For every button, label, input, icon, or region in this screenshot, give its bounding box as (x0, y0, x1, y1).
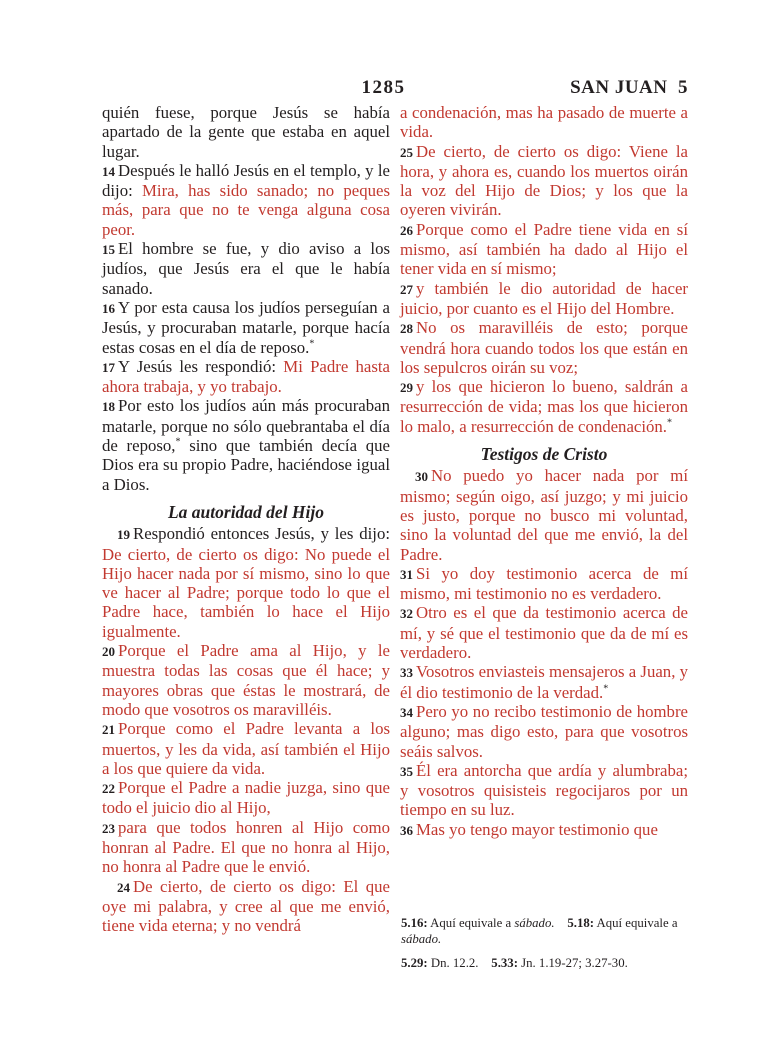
text-segment: sino que también decía que Dios era su propio Padre, haciéndose igual a Dios. (102, 436, 390, 494)
text-segment: Y Jesús les respondió: (118, 356, 284, 376)
text-segment: quién fuese, porque Jesús se había apartado de la gente que estaba en aquel lugar. (102, 103, 390, 161)
verse-number: 19 (117, 527, 130, 543)
verse-number: 18 (102, 399, 115, 415)
verse-paragraph (102, 641, 390, 719)
text-segment: No puedo yo hacer nada por mí mismo; según oigo, así juzgo; y mi juicio es justo, porque no busco mi voluntad, sino la voluntad del que me envió, la del Padre. (400, 466, 688, 564)
footnote-segment: 5.16: (401, 916, 428, 930)
continuation-paragraph (400, 103, 688, 142)
text-segment: Porque como el Padre tiene vida en sí mismo, así también ha dado al Hijo el tener vida en sí mismo; (400, 219, 688, 279)
text-segment: El hombre se fue, y dio aviso a los judíos, que Jesús era el que le había sanado. (102, 239, 390, 298)
verse-number: 32 (400, 606, 413, 622)
verse-paragraph (400, 820, 688, 840)
text-segment: Respondió entonces Jesús, y les dijo: (133, 524, 390, 544)
text-segment: para que todos honren al Hijo como honran al Padre. El que no honra al Hijo, no honra al Padre que le envió. (102, 817, 390, 877)
verse-number: 21 (102, 722, 115, 738)
verse-number: 26 (400, 222, 413, 238)
footnote-segment: Dn. 12.2. (427, 956, 479, 970)
right-column (400, 103, 688, 935)
verse-paragraph (102, 298, 390, 357)
verse-number: 22 (102, 781, 115, 797)
text-segment: Él era antorcha que ardía y alumbraba; y vosotros quisisteis regocijaros por un tiempo en su luz. (400, 760, 688, 820)
verse-number: 35 (400, 763, 413, 779)
footnote-segment: 5.29: (401, 956, 428, 970)
text-segment: Después le halló Jesús en el templo, y le dijo: (102, 160, 390, 201)
text-segment: Por esto los judíos aún más procuraban matarle, porque no sólo quebrantaba el día de reposo, (102, 396, 390, 456)
verse-paragraph (102, 357, 390, 397)
running-head: SAN JUAN 5 (570, 77, 688, 98)
text-segment: Porque como el Padre levanta a los muertos, y les da vida, así también el Hijo a los que quiere da vida. (102, 719, 390, 778)
verse-number: 30 (415, 469, 428, 485)
footnote-marker-asterisk: * (603, 683, 609, 695)
text-segment: De cierto, de cierto os digo: Viene la hora, y ahora es, cuando los muertos oirán la voz del Hijo de Dios; y los que la oyeren vivirán. (400, 141, 688, 220)
verse-number: 27 (400, 281, 413, 297)
text-columns (102, 103, 688, 935)
text-segment: y los que hicieron lo bueno, saldrán a resurrección de vida; mas los que hicieron lo malo, a resurrección de condenación. (400, 377, 688, 436)
text-segment: Pero yo no recibo testimonio de hombre alguno; mas digo esto, para que vosotros seáis salvos. (400, 701, 688, 761)
footnote-segment: 5.18: (567, 916, 594, 930)
verse-paragraph (400, 220, 688, 279)
verse-paragraph (400, 761, 688, 820)
verse-number: 33 (400, 665, 413, 681)
footnote-segment (479, 956, 492, 970)
verse-number: 36 (400, 822, 413, 838)
verse-paragraph (400, 662, 688, 702)
section-heading: Testigos de Cristo (480, 444, 608, 465)
footnote-segment: 5.33: (491, 956, 518, 970)
verse-number: 16 (102, 300, 115, 316)
verse-number: 29 (400, 380, 413, 396)
footnote-segment: Jn. 1.19-27; 3.27-30. (517, 956, 628, 970)
footnote-marker-asterisk: * (666, 417, 672, 429)
footnotes (401, 916, 689, 981)
verse-number: 34 (400, 704, 413, 720)
text-segment: Mi Padre hasta ahora trabaja, y yo trabajo. (102, 356, 390, 397)
section-heading: La autoridad del Hijo (167, 501, 325, 522)
text-segment: Vosotros enviasteis mensajeros a Juan, y él dio testimonio de la verdad. (400, 662, 688, 702)
verse-paragraph (400, 564, 688, 604)
verse-number: 20 (102, 644, 115, 660)
footnote-segment: Aquí equivale a (594, 916, 678, 930)
footnote-marker-asterisk: * (309, 337, 315, 349)
verse-paragraph (102, 778, 390, 818)
footnote-segment: sábado. (514, 916, 555, 930)
text-segment: De cierto, de cierto os digo: No puede el Hijo hacer nada por sí mismo, sino lo que ve hacer al Padre; porque todo lo que el Padre hace, también lo hace el Hijo igualmente. (102, 544, 390, 641)
verse-number: 23 (102, 820, 115, 836)
verse-number: 25 (400, 144, 413, 160)
footnote-segment: sábado. (401, 931, 442, 946)
verse-paragraph (102, 239, 390, 298)
footnote-line (401, 956, 689, 972)
verse-paragraph (400, 702, 688, 761)
verse-paragraph (400, 603, 688, 662)
verse-number: 17 (102, 359, 115, 375)
verse-paragraph (400, 318, 688, 377)
text-segment: De cierto, de cierto os digo: El que oye mi palabra, y cree al que me envió, tiene vida eterna; y no vendrá (102, 876, 390, 936)
text-segment: No os maravilléis de esto; porque vendrá hora cuando todos los que están en los sepulcros oirán su voz; (400, 318, 688, 377)
continuation-paragraph (102, 103, 390, 161)
text-segment: Otro es el que da testimonio acerca de mí, y sé que el testimonio que da de mí es verdadero. (400, 603, 688, 663)
verse-number: 31 (400, 566, 413, 582)
verse-paragraph (102, 719, 390, 778)
verse-paragraph (400, 279, 688, 319)
page-number: 1285 (361, 77, 406, 98)
text-segment: Mira, has sido sanado; no peques más, para que no te venga alguna cosa peor. (102, 181, 391, 239)
verse-paragraph (102, 396, 390, 493)
footnote-segment: Aquí equivale a (427, 916, 515, 930)
footnote-line (401, 916, 689, 947)
verse-paragraph (400, 377, 688, 436)
verse-number: 15 (102, 242, 115, 258)
verse-paragraph (400, 466, 688, 563)
text-segment: Porque el Padre ama al Hijo, y le muestra todas las cosas que él hace; y mayores obras que éstas le mostrará, de modo que vosotros os maravilléis. (102, 641, 390, 719)
footnote-segment (555, 916, 568, 930)
verse-paragraph (102, 524, 390, 641)
verse-paragraph (102, 877, 390, 936)
text-segment: a condenación, mas ha pasado de muerte a vida. (400, 103, 688, 142)
verse-paragraph (102, 818, 390, 877)
text-segment: Mas yo tengo mayor testimonio que (416, 819, 658, 839)
verse-number: 28 (400, 321, 413, 337)
left-column (102, 103, 390, 935)
text-segment: Si yo doy testimonio acerca de mí mismo, mi testimonio no es verdadero. (400, 563, 688, 604)
text-segment: Porque el Padre a nadie juzga, sino que todo el juicio dio al Hijo, (102, 778, 390, 818)
footnote-marker-asterisk: * (175, 436, 181, 448)
page-header (0, 77, 767, 101)
verse-paragraph (400, 142, 688, 220)
verse-number: 24 (117, 879, 130, 895)
verse-number: 14 (102, 163, 115, 179)
text-segment: y también le dio autoridad de hacer juicio, por cuanto es el Hijo del Hombre. (400, 278, 688, 318)
text-segment: Y por esta causa los judíos perseguían a Jesús, y procuraban matarle, porque hacía estas cosas en el día de reposo. (102, 297, 390, 357)
verse-paragraph (102, 161, 390, 239)
